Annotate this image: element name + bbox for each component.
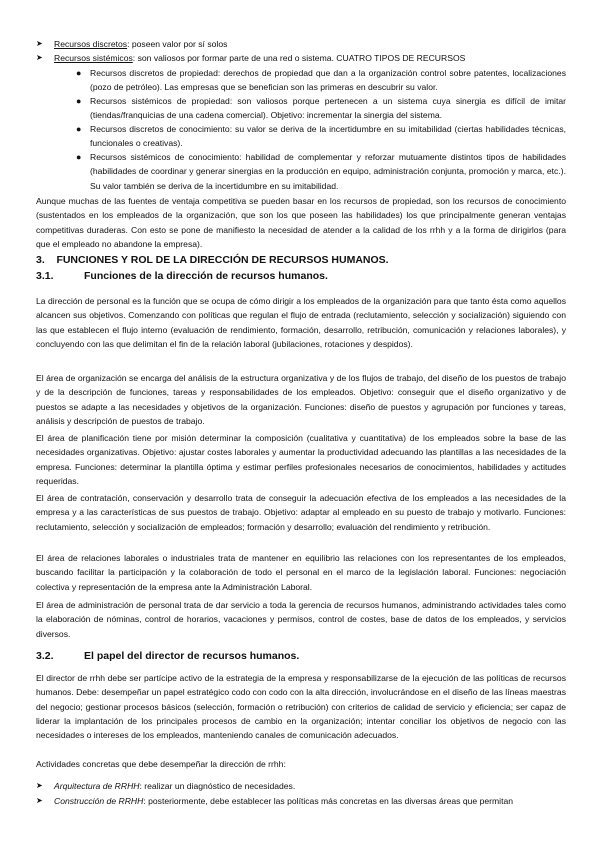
paragraph: El área de planificación tiene por misión determinar la composición (cualitativa y cuantitativa) de los empleados sobre la base de las necesidades organizativas. Objetivo: ajustar costes laborales y aumentar la productividad adecuando las plantillas a las necesidades de la empresa. Funciones: determinar la plantilla óptima y estimar perfiles profesionales necesarios de conocimientos, habilidades y actitudes requeridas. — [36, 433, 566, 486]
sub-list-text: Recursos sistémicos de conocimiento: habilidad de complementar y reforzar mutuamente distintos tipos de habilidades (habilidades de coordinar y generar sinergias en la producción en equipo, administración conjunta, promoción y marca, etc.). Su valor también se deriva de la incertidumbre en su imitabilidad. — [90, 152, 566, 191]
arrow-bullet-icon: ➤ — [36, 53, 43, 62]
dot-bullet-icon: ● — [76, 152, 82, 162]
list-item-label: Construcción de RRHH — [54, 796, 144, 806]
sub-list-text: Recursos discretos de propiedad: derechos de propiedad que dan a la organización control sobre patentes, localizaciones (pozo de petróleo). Las empresas que se benefician son las primeras en descubrir su valor. — [90, 68, 566, 93]
paragraph: El área de administración de personal trata de dar servicio a toda la gerencia de recursos humanos, administrando actividades tales como la elaboración de nóminas, control de horarios, vacaciones y permisos, control de costes, base de datos de los empleados, y servicios diversos. — [36, 600, 566, 639]
subsection-title: El papel del director de recursos humanos. — [84, 650, 300, 662]
paragraph: El director de rrhh debe ser partícipe activo de la estrategia de la empresa y responsabilizarse de la ejecución de las políticas de recursos humanos. Debe: desempeñar un papel estratégico codo con codo con la alta dirección, involucrándose en el diseño de las líneas maestras del negocio; gestionar procesos básicos (selección, formación o retribución) con criterios de calidad de servicio y eficiencia; ser capaz de liderar la implantación de los principales procesos de cambio en la organización; intentar conciliar los objetivos de negocio con las necesidades o intereses de los empleados, manteniendo canales de comunicación adecuados. — [36, 673, 566, 741]
list-item-text: : poseen valor por sí solos — [127, 39, 228, 49]
list-item-text: : realizar un diagnóstico de necesidades. — [139, 781, 296, 791]
list-item-text: : son valiosos por formar parte de una red o sistema. CUATRO TIPOS DE RECURSOS — [132, 53, 466, 63]
dot-bullet-icon: ● — [76, 68, 82, 78]
arrow-bullet-icon: ➤ — [36, 39, 43, 48]
list-item-label: Recursos discretos — [54, 39, 128, 49]
list-item-label: Arquitectura de RRHH — [54, 781, 140, 791]
arrow-bullet-icon: ➤ — [36, 796, 43, 805]
paragraph: La dirección de personal es la función que se ocupa de cómo dirigir a los empleados de la organización para que tanto ésta como aquellos alcancen sus objetivos. Comenzando con políticas que regulan el flujo de entrada (reclutamiento, selección y socialización) siguiendo con las que establecen el flujo interno (evaluación de rendimiento, formación, desarrollo, retribución, comunicación y relaciones laborales), y concluyendo con las que delimitan el fin de la relación laboral (jubilaciones, rotaciones y despidos). — [36, 296, 566, 349]
sub-list-text: Recursos discretos de conocimiento: su valor se deriva de la incertidumbre en su imitabilidad (ciertas habilidades técnicas, funcionales o creativas). — [90, 124, 566, 149]
list-item-label: Recursos sistémicos — [54, 53, 133, 63]
subsection-heading — [36, 270, 328, 282]
section-heading — [36, 254, 389, 266]
subsection-number: 3.2. — [36, 650, 54, 662]
section-title: FUNCIONES Y ROL DE LA DIRECCIÓN DE RECURSOS HUMANOS. — [56, 254, 389, 266]
list-item — [36, 51, 566, 65]
list-item-text: : posteriormente, debe establecer las políticas más concretas en las diversas áreas que permitan — [143, 796, 514, 806]
sub-list-item — [78, 150, 566, 193]
paragraph: El área de relaciones laborales o industriales trata de mantener en equilibrio las relaciones con los representantes de los empleados, buscando facilitar la participación y la colaboración de todo el personal en el marco de la legislación laboral. Funciones: negociación colectiva y representación de la empresa ante la Administración Laboral. — [36, 553, 566, 592]
arrow-bullet-icon: ➤ — [36, 781, 43, 790]
list-item — [36, 37, 566, 51]
dot-bullet-icon: ● — [76, 124, 82, 134]
paragraph: El área de organización se encarga del análisis de la estructura organizativa y de los flujos de trabajo, del diseño de los puestos de trabajo y de la descripción de funciones, tareas y responsabilidades de los empleados. Objetivo: conseguir que el diseño organizativo y de puestos se adapte a las necesidades y objetivos de la organización. Funciones: diseño de puestos y agrupación por funciones y tareas, análisis y descripción de puestos de trabajo. — [36, 373, 566, 426]
sub-list-item — [78, 122, 566, 151]
paragraph: Aunque muchas de las fuentes de ventaja competitiva se pueden basar en los recursos de propiedad, son los recursos de conocimiento (sustentados en los empleados de la organización, que son los que poseen las habilidades) los que principalmente generan ventajas competitivas duraderas. Con esto se pone de manifiesto la necesidad de atender a la calidad de los rrhh y a la forma de dirigirlos (para que el empleado no abandone la empresa). — [36, 196, 566, 249]
paragraph: El área de contratación, conservación y desarrollo trata de conseguir la adecuación efectiva de los empleados a las necesidades de la empresa y a las características de sus puestos de trabajo. Objetivo: adaptar al empleado en su puesto de trabajo y motivarlo. Funciones: reclutamiento, selección y socialización de empleados; formación y desarrollo; evaluación del rendimiento y retribución. — [36, 493, 566, 532]
subsection-number: 3.1. — [36, 270, 54, 282]
sub-list-item — [78, 66, 566, 95]
sub-list-text: Recursos sistémicos de propiedad: son valiosos porque pertenecen a un sistema cuya sinergia es difícil de imitar (tiendas/franquicias de una cadena comercial). Objetivo: incrementar la sinergia del sistema. — [90, 96, 566, 121]
list-item — [36, 794, 566, 808]
list-item — [36, 779, 566, 793]
subsection-title: Funciones de la dirección de recursos humanos. — [84, 270, 328, 282]
dot-bullet-icon: ● — [76, 96, 82, 106]
subsection-heading — [36, 650, 299, 662]
sub-list-item — [78, 94, 566, 123]
section-number: 3. — [36, 254, 45, 266]
paragraph: Actividades concretas que debe desempeñar la dirección de rrhh: — [36, 759, 286, 769]
